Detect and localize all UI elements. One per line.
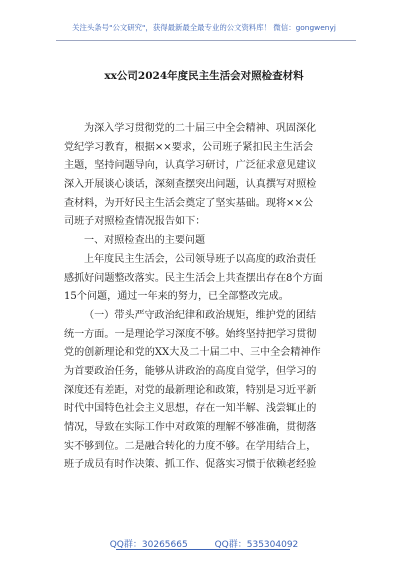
body-line: 深度还有差距，对党的最新理论和政策，特别是习近平新 (64, 384, 317, 396)
body-line: 时代中国特色社会主义思想，存在一知半解、浅尝辄止的 (64, 403, 317, 415)
body-line: 实不够到位。二是融合转化的力度不够。在学用结合上， (64, 440, 317, 452)
header-divider (56, 40, 356, 41)
body-line: 感抓好问题整改落实。民主生活会上共查摆出存在8个方面 (64, 272, 323, 284)
body-line: 统一方面。一是理论学习深度不够。始终坚持把学习贯彻 (64, 328, 317, 340)
footer-qq-group-1: QQ群：30265665 (109, 540, 188, 550)
header-promo-note: 关注头条号"公文研究"，获得最新最全最专业的公文资料库！ 微信：gongwenyj (72, 23, 336, 32)
body-line: 党的创新理论和党的XX大及二十届二中、三中全会精神作 (64, 347, 321, 359)
body-line: 主题，坚持问题导向，认真学习研讨，广泛征求意见建议 (64, 160, 317, 172)
body-line: 上年度民主生活会，公司领导班子以高度的政治责任 (84, 253, 317, 265)
body-line: （一）带头严守政治纪律和政治规矩，维护党的团结 (84, 309, 317, 321)
body-line: 司班子对照检查情况报告如下： (64, 216, 206, 228)
footer-underline (116, 549, 290, 550)
body-line: 党纪学习教育，根据××要求，公司班子紧扣民主生活会 (64, 141, 314, 153)
body-line: 查材料，为开好民主生活会奠定了坚实基础。现将××公 (64, 197, 314, 209)
footer-qq-group-2: QQ群：535304092 (214, 540, 299, 550)
body-line: 15个问题，通过一年来的努力，已全部整改完成。 (64, 291, 289, 303)
document-title: xx公司2024年度民主生活会对照检查材料 (104, 70, 304, 82)
body-line: 深入开展谈心谈话，深刻查摆突出问题，认真撰写对照检 (64, 179, 317, 191)
body-line: 情况，导致在实际工作中对政策的理解不够准确，贯彻落 (64, 422, 317, 433)
document-body (64, 120, 352, 475)
body-line: 为首要政治任务，能够从讲政治的高度自觉学，但学习的 (64, 365, 317, 377)
section-heading: 一、对照检查出的主要问题 (84, 235, 206, 247)
body-line: 为深入学习贯彻党的二十届三中全会精神、巩固深化 (84, 123, 317, 134)
body-line: 班子成员有时作决策、抓工作、促落实习惯于依赖老经验 (64, 459, 317, 471)
